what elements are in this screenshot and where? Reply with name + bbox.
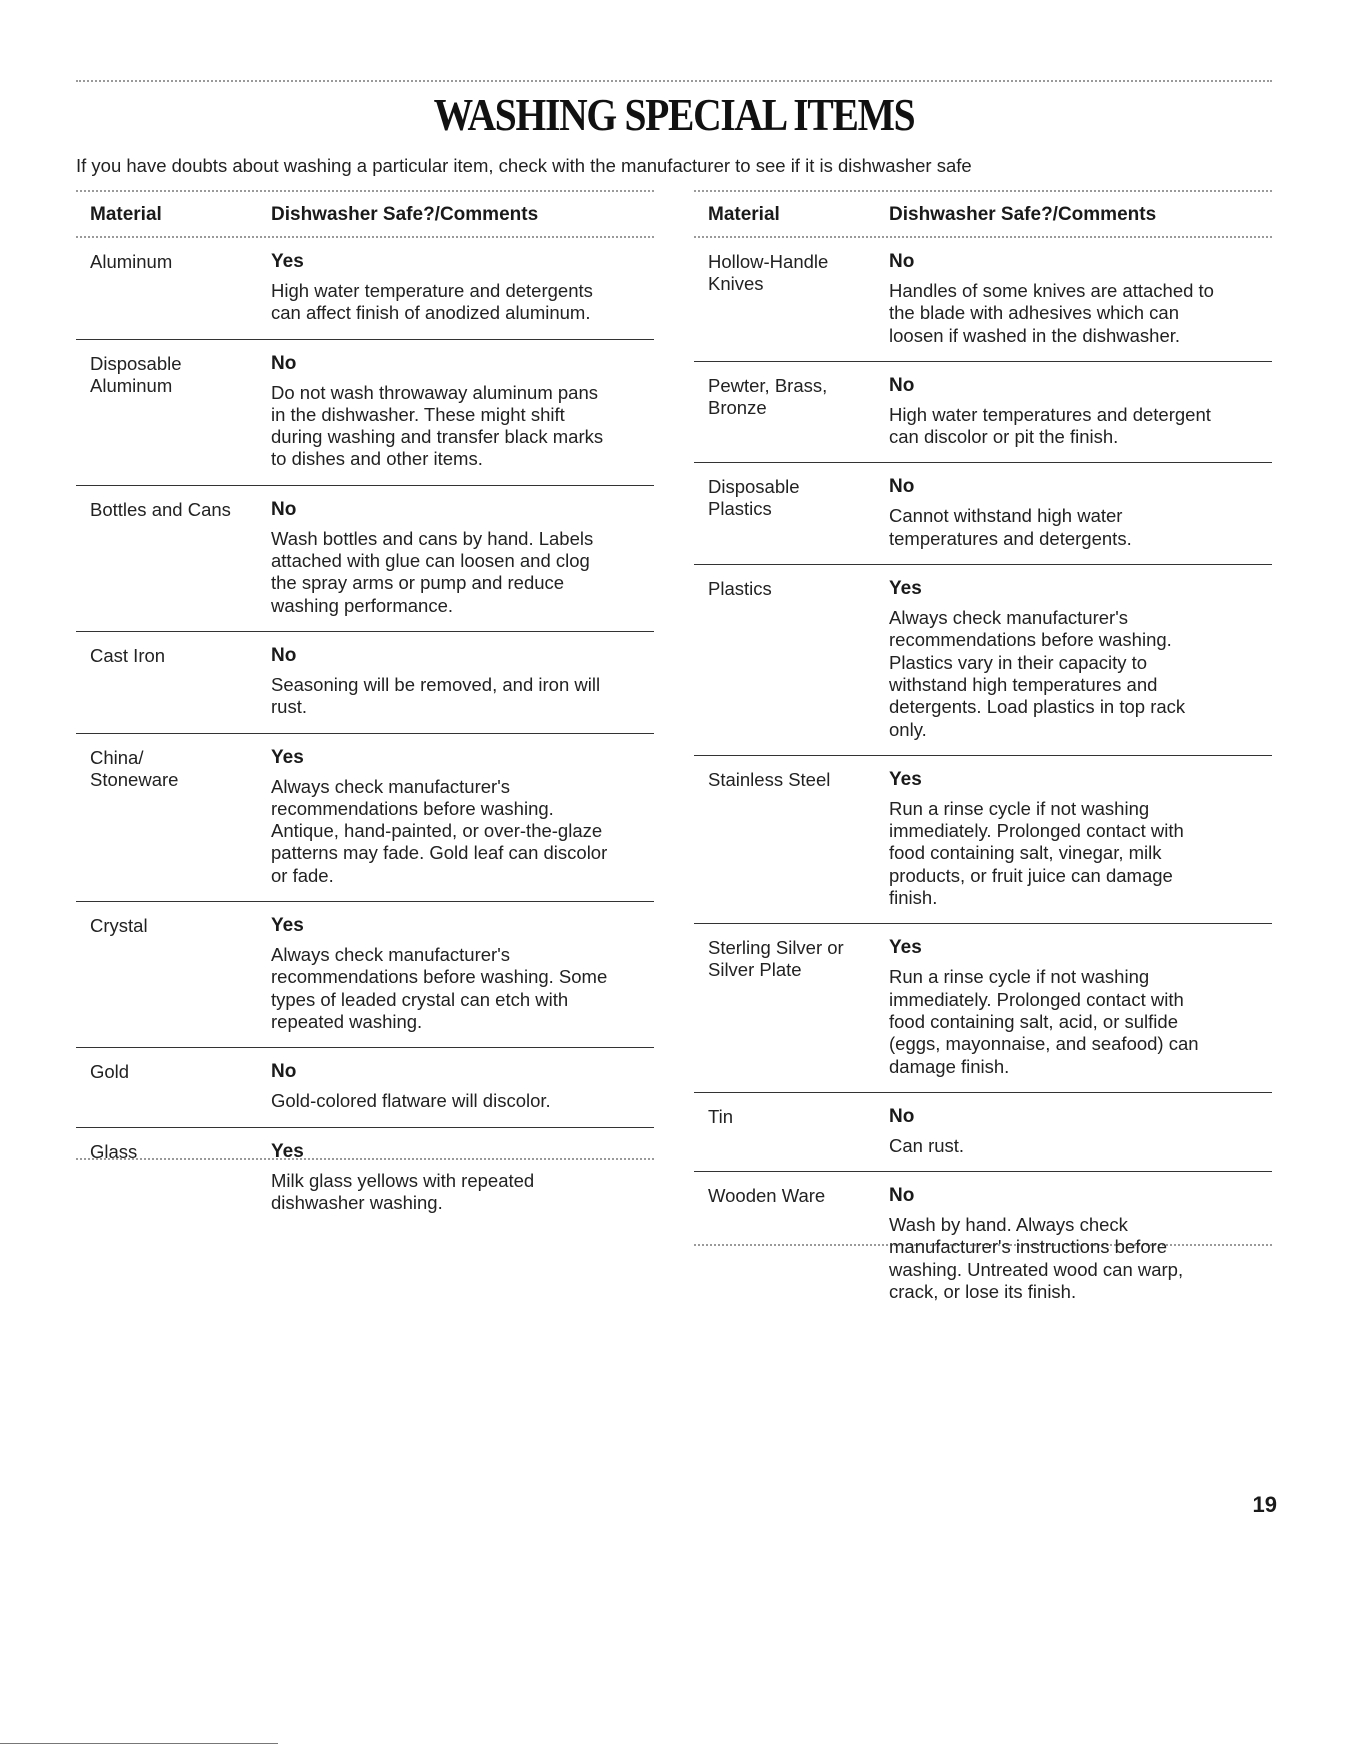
material-name: Wooden Ware: [708, 1185, 826, 1207]
page-number: 19: [1252, 1492, 1277, 1517]
comment-text: Always check manufacturer's recommendations before washing. Antique, hand-painted, or over-the-glaze patterns may fade. Gold leaf can discolor or fade.: [271, 775, 608, 886]
material-name: Crystal: [90, 915, 148, 937]
table-row: [694, 238, 1272, 362]
safety-comment-cell: [271, 499, 654, 617]
dishwasher-safe-verdict: Yes: [271, 1140, 304, 1162]
dishwasher-safe-verdict: No: [271, 498, 297, 520]
safety-comment-cell: [271, 915, 654, 1033]
table-row: [76, 1128, 654, 1229]
comment-text: Always check manufacturer's recommendations before washing. Plastics vary in their capacity to withstand high temperatures and detergents. Load plastics in top rack only.: [889, 607, 1186, 740]
table-row: [694, 1172, 1272, 1317]
material-name: Bottles and Cans: [90, 498, 231, 520]
table-row: [76, 340, 654, 486]
safety-comment-cell: [271, 251, 654, 325]
safety-comment-cell: [889, 476, 1272, 550]
dishwasher-safe-verdict: Yes: [271, 746, 304, 768]
safety-comment-cell: [271, 645, 654, 719]
dishwasher-safe-verdict: Yes: [271, 251, 304, 272]
material-name: Tin: [708, 1105, 734, 1127]
material-name: Pewter, Brass, Bronze: [708, 374, 828, 418]
comment-text: Wash bottles and cans by hand. Labels attached with glue can loosen and clog the spray arms or pump and reduce washing performance.: [271, 527, 594, 616]
page-title: WASHING SPECIAL ITEMS: [433, 89, 915, 140]
material-name: Sterling Silver or Silver Plate: [708, 937, 844, 981]
safety-comment-cell: [271, 1061, 654, 1112]
comment-text: High water temperatures and detergent can discolor or pit the finish.: [889, 403, 1211, 448]
safety-comment-cell: [889, 1185, 1272, 1303]
safety-comment-cell: [889, 937, 1272, 1077]
safety-comment-cell: [889, 769, 1272, 909]
table-row: [76, 902, 654, 1048]
material-name: Disposable Plastics: [708, 476, 800, 520]
safety-comment-cell: [271, 1141, 654, 1215]
dishwasher-safe-verdict: No: [271, 1061, 297, 1083]
left-materials-table: [76, 190, 654, 1228]
comment-text: Run a rinse cycle if not washing immediately. Prolonged contact with food containing salt, vinegar, milk products, or fruit juice can damage finish.: [889, 797, 1184, 909]
table-row: [76, 632, 654, 734]
safety-comment-cell: [889, 375, 1272, 449]
table-row: [694, 1093, 1272, 1172]
comment-text: Do not wash throwaway aluminum pans in the dishwasher. These might shift during washing and transfer black marks to dishes and other items.: [271, 381, 604, 470]
safety-comment-cell: [889, 251, 1272, 347]
comment-text: Seasoning will be removed, and iron will rust.: [271, 673, 601, 718]
comment-text: Wash by hand. Always check manufacturer's instructions before washing. Untreated wood can warp, crack, or lose its finish.: [889, 1214, 1184, 1303]
table-row: [694, 463, 1272, 565]
material-column-header: Material: [708, 204, 780, 225]
dishwasher-safe-verdict: No: [271, 644, 297, 666]
material-name: Gold: [90, 1061, 130, 1083]
comment-text: Milk glass yellows with repeated dishwasher washing.: [271, 1169, 535, 1213]
comment-text: Gold-colored flatware will discolor.: [271, 1090, 551, 1112]
material-name: Cast Iron: [90, 644, 166, 666]
dishwasher-safe-verdict: Yes: [271, 915, 304, 937]
material-name: Hollow-Handle Knives: [708, 251, 829, 294]
table-header: [76, 190, 654, 238]
right-materials-table: [694, 190, 1272, 1317]
table-row: [694, 362, 1272, 464]
dishwasher-safe-verdict: No: [889, 251, 915, 272]
table-row: [694, 565, 1272, 756]
dishwasher-safe-verdict: Yes: [889, 937, 922, 959]
scan-edge-line: [0, 1743, 278, 1744]
dishwasher-safe-verdict: No: [889, 1105, 915, 1127]
intro-text: If you have doubts about washing a particular item, check with the manufacturer to see if it is dishwasher safe: [76, 155, 972, 176]
material-name: Disposable Aluminum: [90, 352, 182, 396]
safety-comment-cell: [271, 747, 654, 887]
dishwasher-safe-verdict: No: [889, 476, 915, 498]
table-row: [76, 1048, 654, 1127]
safety-comment-cell: [271, 353, 654, 471]
dishwasher-safe-verdict: Yes: [889, 768, 922, 790]
top-dotted-rule: [76, 80, 1272, 82]
dishwasher-safe-verdict: No: [271, 352, 297, 374]
table-row: [76, 238, 654, 340]
table-row: [76, 734, 654, 902]
dishwasher-safe-verdict: No: [889, 374, 915, 396]
material-column-header: Material: [90, 204, 162, 225]
material-name: Aluminum: [90, 251, 173, 272]
material-name: Plastics: [708, 578, 772, 600]
comment-text: Cannot withstand high water temperatures and detergents.: [889, 505, 1132, 549]
material-name: Stainless Steel: [708, 768, 831, 790]
table-row: [694, 924, 1272, 1092]
comments-column-header: Dishwasher Safe?/Comments: [889, 204, 1157, 225]
comments-column-header: Dishwasher Safe?/Comments: [271, 204, 539, 225]
table-row: [76, 486, 654, 632]
comment-text: Handles of some knives are attached to the blade with adhesives which can loosen if washed in the dishwasher.: [889, 280, 1214, 346]
table-header: [694, 190, 1272, 238]
material-name: Glass: [90, 1140, 138, 1162]
dishwasher-safe-verdict: Yes: [889, 578, 922, 600]
comment-text: Run a rinse cycle if not washing immediately. Prolonged contact with food containing salt, acid, or sulfide (eggs, mayonnaise, and seafood) can damage finish.: [889, 966, 1199, 1077]
comment-text: High water temperature and detergents can affect finish of anodized aluminum.: [271, 280, 593, 324]
dishwasher-safe-verdict: No: [889, 1185, 915, 1207]
comment-text: Always check manufacturer's recommendations before washing. Some types of leaded crystal can etch with repeated washing.: [271, 944, 608, 1032]
safety-comment-cell: [889, 578, 1272, 741]
table-row: [694, 756, 1272, 924]
material-name: China/ Stoneware: [90, 746, 179, 790]
comment-text: Can rust.: [889, 1134, 965, 1156]
safety-comment-cell: [889, 1106, 1272, 1157]
